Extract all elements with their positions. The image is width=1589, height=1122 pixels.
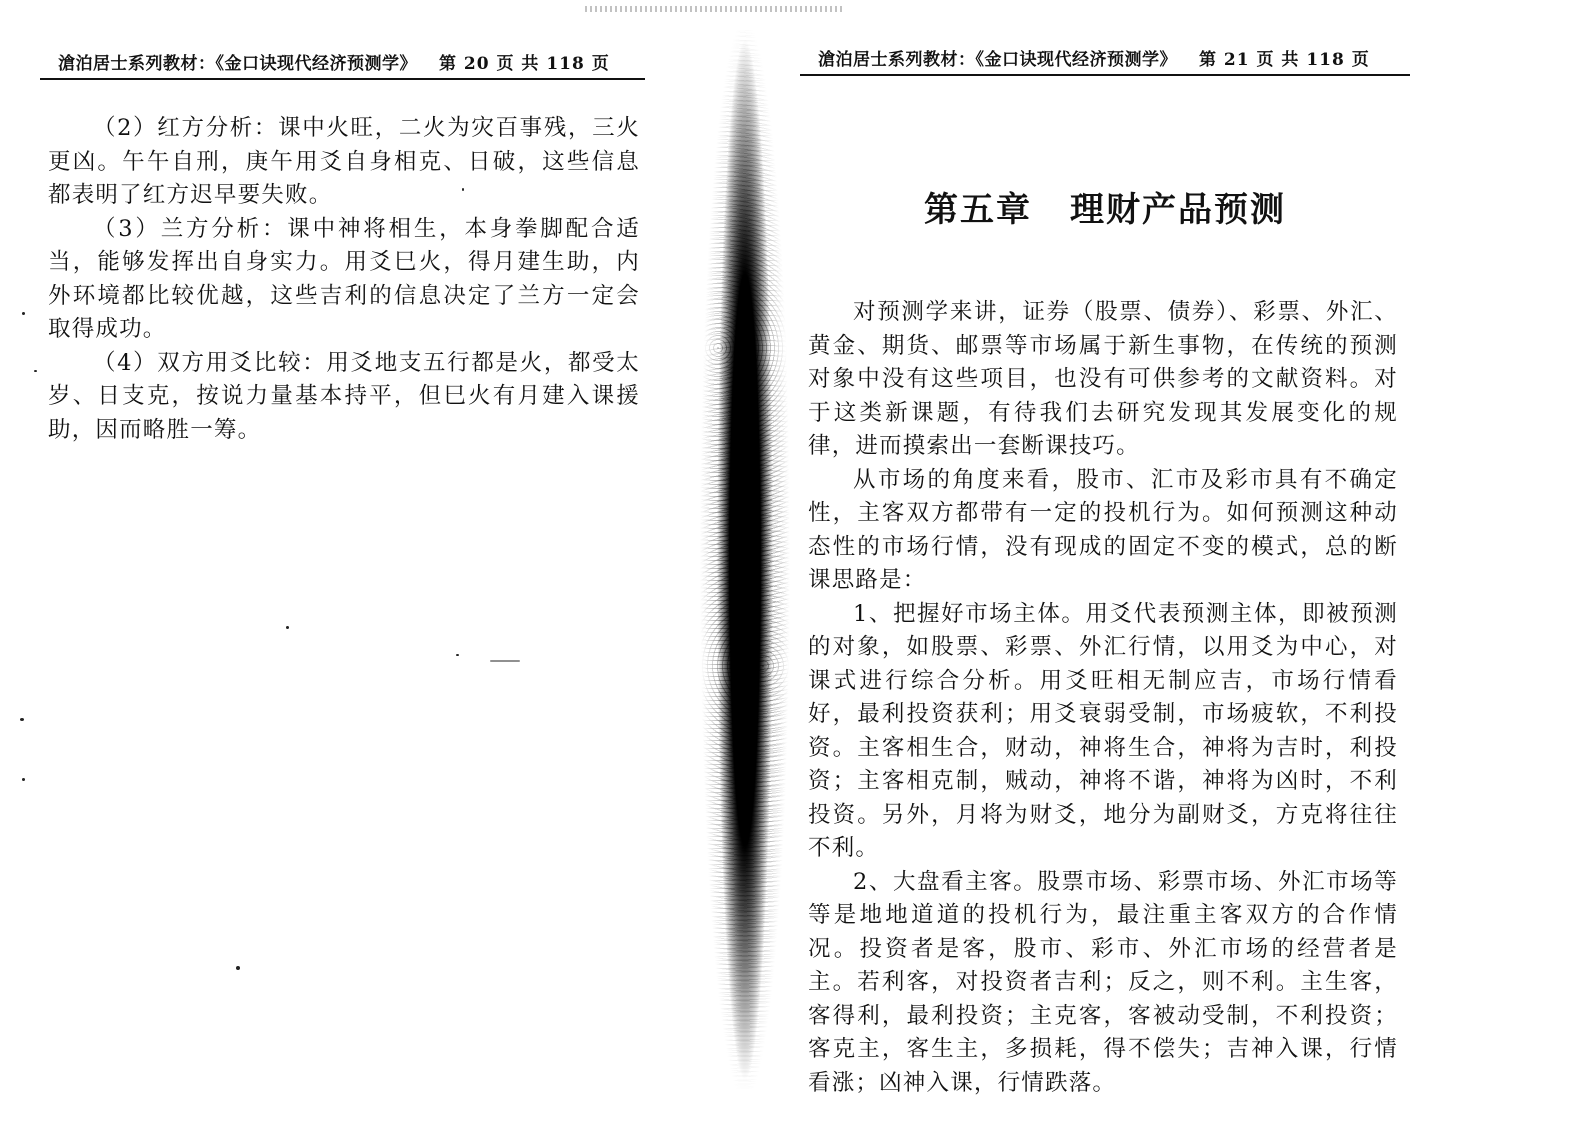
scan-speck [34,370,37,372]
paragraph: 1、把握好市场主体。用爻代表预测主体，即被预测的对象，如股票、彩票、外汇行情，以用爻为中心，对课式进行综合分析。用爻旺相无制应吉，市场行情看好，最利投资获利；用爻衰弱受制，市场疲软，不利投资。主客相生合，财动，神将生合，神将为吉时，利投资；主客相克制，贼动，神将不谐，神将为凶时，不利投资。另外，月将为财爻，地分为副财爻，方克将往往不利。 [808,600,1398,861]
paragraph: （2）红方分析：课中火旺，二火为灾百事残，三火更凶。午午自刑，庚午用爻自身相克、日破，这些信息都表明了红方迟早要失败。 [48,115,640,208]
scan-speck [490,660,520,662]
book-spine-shadow [690,30,800,1090]
left-page-body [48,112,640,447]
scan-speck [462,188,464,191]
right-header-page-number: 第 21 页 共 118 页 [1199,50,1370,70]
right-header-series-title: 滄泊居士系列教材：《金口诀现代经济预测学》 [818,50,1177,70]
paragraph: 从市场的角度来看，股市、汇市及彩市具有不确定性，主客双方都带有一定的投机行为。如何预测这种动态性的市场行情，没有现成的固定不变的模式，总的断课思路是： [808,466,1398,593]
chapter-title: 理财产品预测 [1070,190,1286,230]
right-page-header [800,42,1410,76]
left-page-header [40,46,645,80]
chapter-number: 第五章 [924,190,1032,230]
scan-smudge [585,6,845,12]
right-page-body [808,296,1398,1100]
left-header-series-title: 滄泊居士系列教材：《金口诀现代经济预测学》 [58,54,417,74]
scan-speck [22,778,25,781]
scan-speck [20,718,24,721]
scan-speck [286,626,289,629]
paragraph: （3）兰方分析：课中神将相生，本身拳脚配合适当，能够发挥出自身实力。用爻巳火，得月建生助，内外环境都比较优越，这些吉利的信息决定了兰方一定会取得成功。 [48,215,640,342]
paragraph: 2、大盘看主客。股票市场、彩票市场、外汇市场等等是地地道道的投机行为，最注重主客双方的合作情况。投资者是客，股市、彩市、外汇市场的经营者是主。若利客，对投资者吉利；反之，则不利。主生客，客得利，最利投资；主克客，客被动受制，不利投资；客克主，客生主，多损耗，得不偿失；吉神入课，行情看涨；凶神入课，行情跌落。 [808,868,1398,1096]
paragraph: （4）双方用爻比较：用爻地支五行都是火，都受太岁、日支克，按说力量基本持平，但巳火有月建入课援助，因而略胜一筹。 [48,349,640,443]
scan-speck [22,312,25,315]
left-header-page-number: 第 20 页 共 118 页 [439,54,610,74]
paragraph: 对预测学来讲，证券（股票、债券）、彩票、外汇、黄金、期货、邮票等市场属于新生事物，在传统的预测对象中没有这些项目，也没有可供参考的文献资料。对于这类新课题，有待我们去研究发现其发展变化的规律，进而摸索出一套断课技巧。 [808,299,1398,459]
chapter-heading [800,182,1410,231]
scan-speck [456,654,459,656]
scan-speck [236,966,240,970]
